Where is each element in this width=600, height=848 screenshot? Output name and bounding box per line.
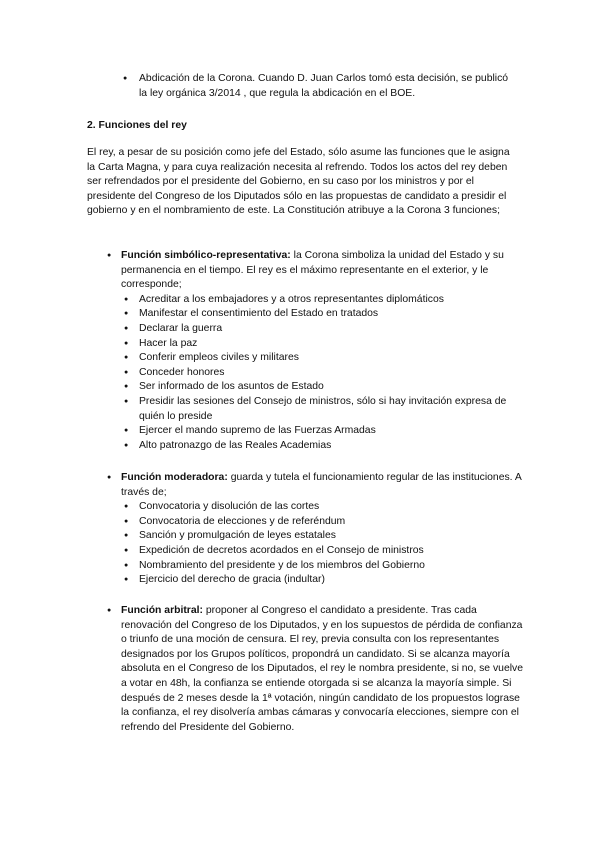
list-item: ● Sanción y promulgación de leyes estatales <box>121 529 527 544</box>
function-description: proponer al Congreso el candidato a presidente. Tras cada renovación del Congreso de los Diputados, y en los supuestos de pérdida de confianza o triunfo de una moción de censura. El rey, previa consulta con los representantes designados por los Grupos políticos, propondrá un candidato. Si se alcanza mayoría absoluta en el Congreso de los Diputados, el rey le nombra presidente, si no, se vuelve a votar en 48h, la confianza se entiende otorgada si se alcanza la mayoría simple. Si después de 2 meses desde la 1ª votación, ningún candidato de los propuestos lograse la confianza, el rey disolvería ambas cámaras y convocaría elecciones, siempre con el refrendo del Presidente del Gobierno. <box>121 605 524 733</box>
symbolic-sublist <box>121 293 527 454</box>
function-item-symbolic <box>87 249 527 453</box>
function-list-arbitral <box>87 604 527 735</box>
list-item: ● Conceder honores <box>121 366 527 381</box>
function-title: Función moderadora: <box>121 472 228 483</box>
list-item: ● Acreditar a los embajadores y a otros representantes diplomáticos <box>121 293 527 308</box>
list-item: ● Convocatoria y disolución de las cortes <box>121 500 527 515</box>
list-item: ● Ser informado de los asuntos de Estado <box>121 380 527 395</box>
function-description: guarda y tutela el funcionamiento regular de las instituciones. A través de; <box>121 472 522 498</box>
function-list-moderator <box>87 471 527 588</box>
abdication-list <box>87 72 517 101</box>
section-heading: 2. Funciones del rey <box>87 120 187 131</box>
function-title: Función simbólico-representativa: <box>121 250 291 261</box>
list-item: ● Convocatoria de elecciones y de referéndum <box>121 515 527 530</box>
list-item: ● Presidir las sesiones del Consejo de ministros, sólo si hay invitación expresa de quién lo preside <box>121 395 527 424</box>
moderator-sublist <box>121 500 527 588</box>
abdication-text: Abdicación de la Corona. Cuando D. Juan Carlos tomó esta decisión, se publicó la ley orgánica 3/2014 , que regula la abdicación en el BOE. <box>139 73 509 99</box>
list-item: ● Ejercer el mando supremo de las Fuerzas Armadas <box>121 424 527 439</box>
list-item: ● Alto patronazgo de las Reales Academias <box>121 439 527 454</box>
list-item: ● Ejercicio del derecho de gracia (indultar) <box>121 573 527 588</box>
function-description: la Corona simboliza la unidad del Estado y su permanencia en el tiempo. El rey es el máximo representante en el exterior, y le corresponde; <box>121 250 504 291</box>
list-item: ● Expedición de decretos acordados en el Consejo de ministros <box>121 544 527 559</box>
function-item-arbitral <box>87 604 527 735</box>
list-item: ● Conferir empleos civiles y militares <box>121 351 527 366</box>
function-item-moderator <box>87 471 527 588</box>
abdication-item <box>87 72 517 101</box>
list-item: ● Declarar la guerra <box>121 322 527 337</box>
intro-paragraph: El rey, a pesar de su posición como jefe del Estado, sólo asume las funciones que le asigna la Carta Magna, y para cuya realización necesita al refrendo. Todos los actos del rey deben ser refrendados por el presidente del Gobierno, en su caso por los ministros y por el presidente del Congreso de los Diputados sólo en las propuestas de candidato a presidir el gobierno y en el nombramiento de este. La Constitución atribuye a la Corona 3 funciones; <box>87 147 510 217</box>
function-list-symbolic <box>87 249 527 453</box>
list-item: ● Nombramiento del presidente y de los miembros del Gobierno <box>121 559 527 574</box>
list-item: ● Hacer la paz <box>121 337 527 352</box>
function-title: Función arbitral: <box>121 605 203 616</box>
list-item: ● Manifestar el consentimiento del Estado en tratados <box>121 307 527 322</box>
